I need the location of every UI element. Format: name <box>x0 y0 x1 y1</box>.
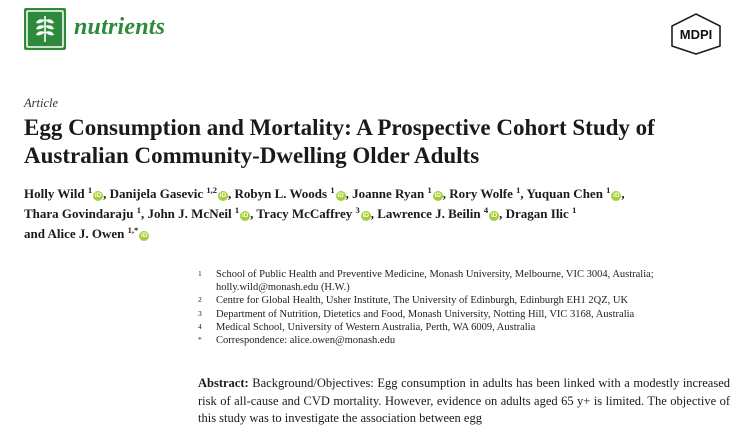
author-name-text: Danijela Gasevic <box>109 186 204 201</box>
author-name-text: Robyn L. Woods <box>234 186 328 201</box>
author-name-text: Holly Wild <box>24 186 85 201</box>
author-name[interactable] <box>234 186 345 201</box>
journal-name: nutrients <box>74 14 166 40</box>
author-name[interactable] <box>24 206 141 221</box>
affiliation-number: * <box>198 335 202 345</box>
author-affiliation-marker: 1,* <box>127 225 139 235</box>
orcid-icon[interactable]: iD <box>219 192 227 199</box>
author-name[interactable] <box>352 186 443 201</box>
orcid-icon[interactable]: iD <box>337 192 344 199</box>
author-name[interactable] <box>506 206 577 221</box>
affiliation-text: Department of Nutrition, Dietetics and Food, Monash University, Notting Hill, VIC 3168, Australia <box>216 308 635 320</box>
orcid-icon[interactable]: iD <box>434 192 441 199</box>
orcid-icon[interactable]: iD <box>490 212 498 219</box>
author-name-text: Alice J. Owen <box>47 226 125 241</box>
article-title: Egg Consumption and Mortality: A Prospective Cohort Study of Australian Community-Dwelling Older Adults <box>24 115 655 168</box>
orcid-icon[interactable]: iD <box>241 212 249 219</box>
affiliation-number: 4 <box>198 321 202 331</box>
author-name-text: Thara Govindaraju <box>24 206 134 221</box>
affiliation-item <box>198 268 728 294</box>
author-affiliation-marker: 1 <box>516 185 521 195</box>
affiliation-item <box>198 294 728 307</box>
author-name-text: Tracy McCaffrey <box>256 206 353 221</box>
affiliation-number: 2 <box>198 295 202 305</box>
affiliation-text: Centre for Global Health, Usher Institute, The University of Edinburgh, Edinburgh EH1 2QZ, UK <box>216 295 629 307</box>
publisher-name: MDPI <box>679 27 713 42</box>
orcid-icon[interactable]: iD <box>613 192 620 199</box>
author-name[interactable] <box>377 206 499 221</box>
author-affiliation-marker: 1 <box>572 205 577 215</box>
affiliation-number: 3 <box>198 308 202 318</box>
author-name[interactable] <box>147 206 250 221</box>
affiliation-item <box>198 321 728 334</box>
abstract <box>198 375 730 428</box>
affiliation-text: School of Public Health and Preventive Medicine, Monash University, Melbourne, VIC 3004, Australia; holly.wild@monash.edu (H.W.) <box>216 269 654 294</box>
author-affiliation-marker: 1 <box>606 185 611 195</box>
author-name-text: Yuquan Chen <box>526 186 603 201</box>
author-affiliation-marker: 3 <box>355 205 360 215</box>
author-name-text: Lawrence J. Beilin <box>377 206 481 221</box>
author-name[interactable] <box>449 186 520 201</box>
author-name[interactable] <box>256 206 370 221</box>
author-list: Holly Wild $^1$iD , Danijela Gasevic $^{1,2}$iD , Robyn L. Woods $^1$iD , Joanne Ryan $^1$iD , Rory Wolfe $^1$, Yuquan Chen $^1$iD , Thara Govindaraju $^1$, John J. McNeil $^1$iD , Tracy McCaffrey $^3$iD , Lawrence J. Beilin $^4$iD , Dragan Ilic $^1$ and Alice J. Owen $^{1,*}$iD <box>24 185 625 241</box>
orcid-icon[interactable]: iD <box>362 212 369 219</box>
author-affiliation-marker: 1 <box>330 185 335 195</box>
author-name[interactable] <box>48 226 150 241</box>
author-affiliation-marker: 4 <box>483 205 489 215</box>
author-name-text: Joanne Ryan <box>352 186 425 201</box>
author-affiliation-marker: 1 <box>136 205 141 215</box>
orcid-icon[interactable]: iD <box>141 232 148 239</box>
author-name[interactable] <box>110 186 228 201</box>
author-name[interactable] <box>526 186 621 201</box>
author-affiliation-marker: 1,2 <box>206 185 217 195</box>
author-name[interactable] <box>24 186 103 201</box>
abstract-label: Abstract: <box>198 376 249 390</box>
orcid-icon[interactable]: iD <box>94 192 102 199</box>
mdpi-logo-icon <box>668 12 724 56</box>
author-name-text: Dragan Ilic <box>505 206 569 221</box>
author-affiliation-marker: 1 <box>427 185 432 195</box>
affiliation-number: 1 <box>198 269 202 278</box>
affiliation-text: Correspondence: alice.owen@monash.edu <box>216 335 396 347</box>
affiliation-item <box>198 334 728 347</box>
author-name-text: John J. McNeil <box>147 206 232 221</box>
author-affiliation-marker: 1 <box>87 185 93 195</box>
affiliation-item <box>198 308 728 321</box>
author-affiliation-marker: 1 <box>234 205 240 215</box>
affiliation-text: Medical School, University of Western Australia, Perth, WA 6009, Australia <box>216 321 536 333</box>
affiliation-list <box>198 268 728 347</box>
author-name-text: Rory Wolfe <box>449 186 513 201</box>
author-conjunction: and <box>24 226 48 241</box>
article-type: Article <box>24 96 59 110</box>
journal-logo-icon <box>24 8 66 50</box>
abstract-text: Background/Objectives: Egg consumption in adults has been linked with a modestly increased risk of all-cause and CVD mortality. However, evidence on adults aged 65 y+ is limited. The objective of this study was to investigate the association between egg <box>198 376 731 425</box>
